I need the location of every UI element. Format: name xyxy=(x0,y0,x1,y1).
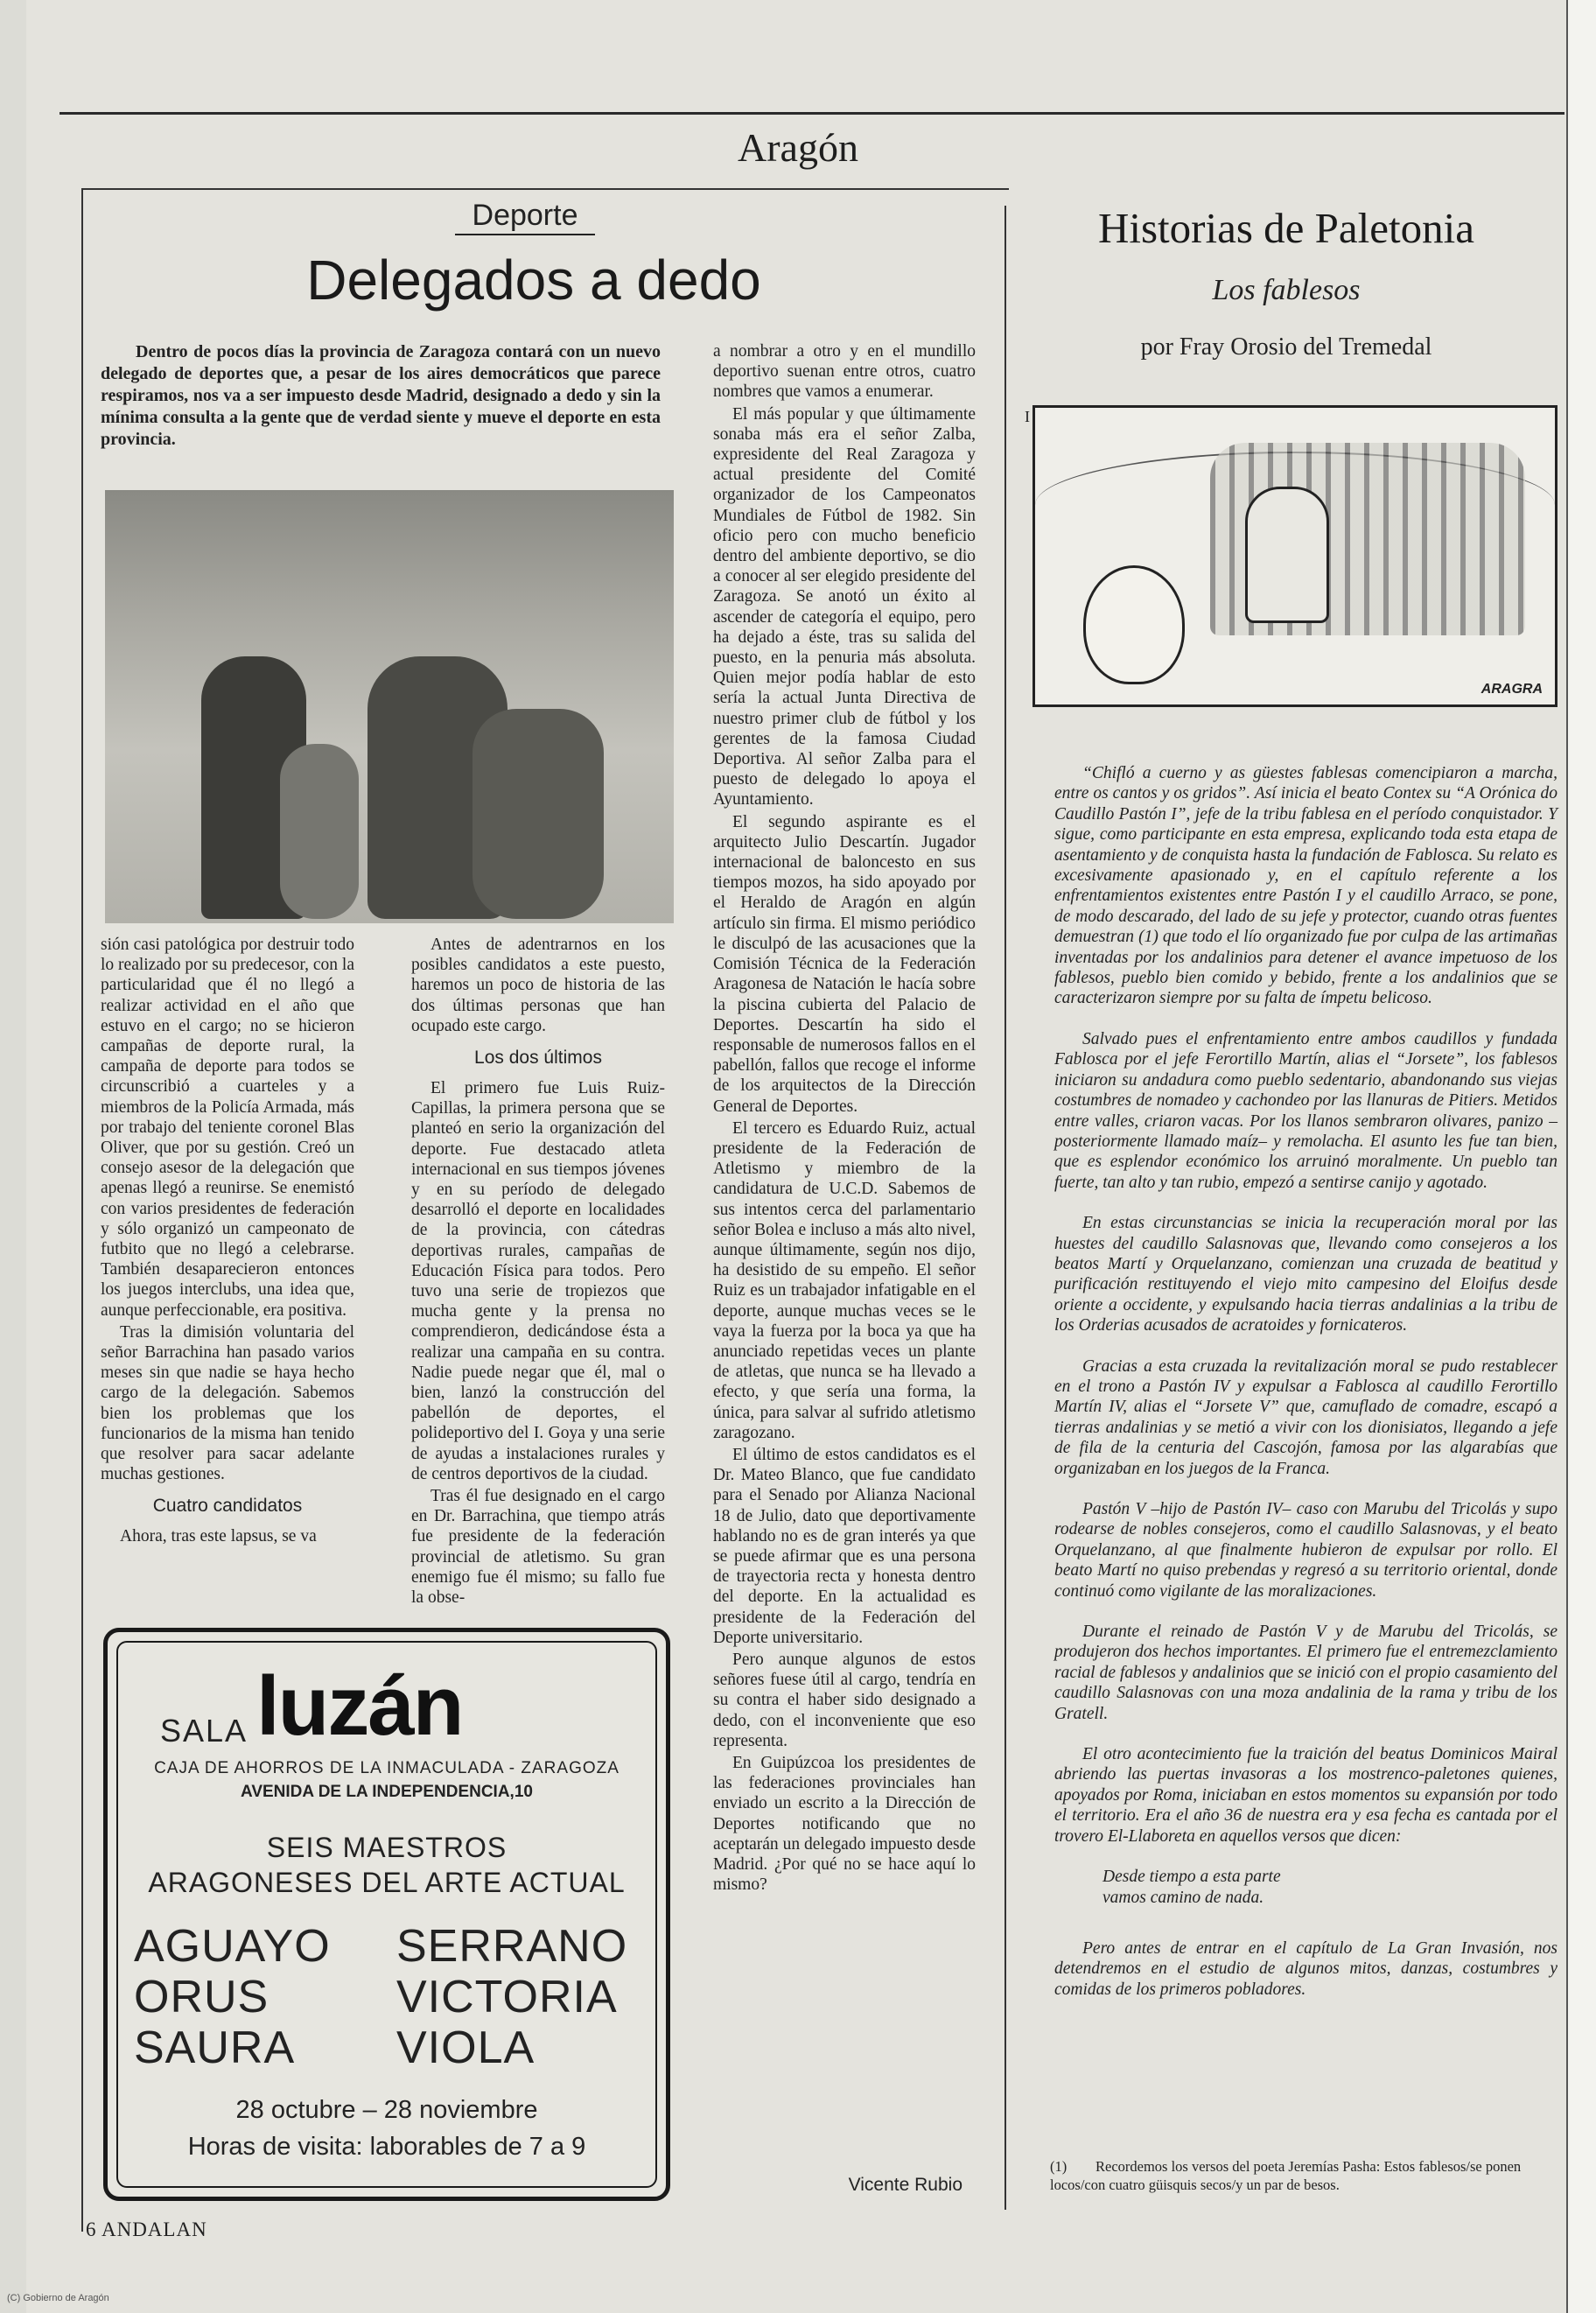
paragraph: Pastón V –hijo de Pastón IV– caso con Marubu del Tricolás y supo rodearse de nobles consejeros, como el caudillo Salasnovas, y el beato Orquelanzano, al que finalmente hubieron de expulsar por rollo. El beato Martí no quiso prebendas y regresó a su territorio oriental, donde continuó como vigilante de las moralizaciones. xyxy=(1054,1500,1558,1601)
paragraph: “Chifló a cuerno y as güestes fablesas comencipiaron a marcha, entre os cantos y os gridos”. Así inicia el beato Contex su “A Orónica do Caudillo Pastón I”, jefe de la tribu fablesa en el período conquistador. Y sigue, como participante en esta empresa, explicando toda esta etapa de asentamiento y de conquista hasta la fundación de Fablosca. Su relato es excesivamente apasionado y, en el capítulo referente a los enfrentamientos existentes entre Pastón I y el caudillo Arraco, se pone, de modo descarado, del lado de su jefe y protector, cuando otras fuentes demuestran (1) que todo el lío organizado fue por culpa de las artimañas inventadas por los andalinios para detener el avance impetuoso de los fablesos, pueblo bien comido y bebido, frente a los andalinios que se caracterizaron siempre por su falta de ímpetu belicoso. xyxy=(1054,764,1558,1008)
artist-name: SAURA xyxy=(134,2022,296,2073)
story-subtitle: Los fablesos xyxy=(1212,274,1361,306)
footnote-number: (1) xyxy=(1050,2158,1068,2175)
artist-name: SERRANO xyxy=(396,1921,628,1972)
paragraph: Pero antes de entrar en el capítulo de La Gran Invasión, nos detendremos en el estudio de algunos mitos, danzas, costumbres y comidas de los primeros pobladores. xyxy=(1054,1938,1558,1999)
paragraph: El tercero es Eduardo Ruiz, actual presidente de la Federación de Atletismo y miembro de la candidatura de U.C.D. Sabemos de sus intentos cerca del parlamentario señor Bolea e incluso a más alto nivel, aunque últimamente, según nos dijo, ha desistido de su empeño. El señor Ruiz es un trabajador infatigable en el deporte, aunque muchas veces se le vaya la fuerza por la boca ya que ha anunciado repetidas veces un plante de atletas, que nunca se ha llevado a efecto, y que sería una forma, la única, para salvar al sufrido atletismo zaragozano. xyxy=(713,1118,976,1442)
paragraph: El segundo aspirante es el arquitecto Julio Descartín. Jugador internacional de baloncesto en sus tiempos mozos, ha sido apoyado por el Heraldo de Aragón en algún artículo sin firma. El mismo periódico le disculpó de las acusaciones que la Comisión Técnica de la Federación Aragonesa de Natación le hacía sobre la piscina cubierta del Palacio de Deportes. Descartín ha sido el responsable de numerosos fallos en el pabellón, fallos que recoge el informe de los arquitectos de la Dirección General de Deportes. xyxy=(713,812,976,1116)
photo-figure xyxy=(472,709,604,919)
verse xyxy=(1102,1867,1558,1908)
exhibition-advertisement xyxy=(103,1628,670,2201)
paragraph: Ahora, tras este lapsus, se va xyxy=(120,1527,317,1546)
article-column-1 xyxy=(101,935,354,1547)
cartoon-number: I xyxy=(1025,408,1030,425)
paragraph: El último de estos candidatos es el Dr. Mateo Blanco, que fue candidato para el Senado por Alianza Nacional 18 de Julio, dato que deportivamente hablando no es de gran interés ya que se puede afirmar que es una persona de trayectoria recta y honesta dentro del deporte. En la actualidad es presidente de la Federación del Deporte universitario. xyxy=(713,1445,976,1647)
article-byline: Vicente Rubio xyxy=(848,2175,962,2195)
article-column-2 xyxy=(411,935,665,1608)
subheading-los-dos-ultimos: Los dos últimos xyxy=(474,1048,602,1069)
ad-artists-right xyxy=(396,1921,627,2073)
artist-name: VICTORIA xyxy=(396,1972,618,2022)
paragraph: Antes de adentrarnos en los posibles candidatos a este puesto, haremos un poco de historia de las dos últimas personas que han ocupado este cargo. xyxy=(411,936,665,1035)
footnote-text: Recordemos los versos del poeta Jeremías Pasha: Estos fablesos/se ponen locos/con cuatro güisquis secos/y un par de besos. xyxy=(1050,2158,1522,2193)
verse-line: Desde tiempo a esta parte xyxy=(1102,1868,1281,1887)
paragraph: Gracias a esta cruzada la revitalización moral se pudo restablecer en el trono a Pastón IV y expulsar a Fablosca al caudillo Ferortillo Martín IV, alias el “Jorsete V” que, camuflado de comadre, escapó a tierras andalinias y se metió a vivir con los dionisiatos, llegando a jefe de fila de la centuria del Cascojón, famosa por las algarabías que organizaban en los juegos de la Franca. xyxy=(1054,1356,1558,1478)
ad-line-1: SEIS MAESTROS xyxy=(266,1832,508,1863)
article-lead: Dentro de pocos días la provincia de Zaragoza contará con un nuevo delegado de deportes que, a pesar de los aires democráticos que parece respiramos, nos va a ser impuesto desde Madrid, designado a dedo y sin la mínima consulta a la gente que de verdad siente y mueve el deporte en esta provincia. xyxy=(101,342,661,449)
artist-name: ORUS xyxy=(134,1972,270,2022)
ad-hours: Horas de visita: laborables de 7 a 9 xyxy=(187,2133,586,2161)
paragraph: En Guipúzcoa los presidentes de las federaciones provinciales han enviado un escrito a la Dirección de Deportes notificando que no aceptarán un delegado impuesto desde Madrid. ¿Por qué no se hace aquí lo mismo? xyxy=(713,1754,976,1895)
article-column-3 xyxy=(713,341,976,1895)
paragraph: Pero aunque algunos de estos señores fuese útil al cargo, tendría en su contra el haber sido designado a dedo, con el inconveniente que eso representa. xyxy=(713,1651,976,1750)
paragraph: sión casi patológica por destruir todo lo realizado por su predecesor, con la particularidad que él no llegó a realizar actividad en el año que estuvo en el cargo; no se hicieron campañas de deporte rural, la campaña de deporte para todos se circunscribió a cuarteles y a miembros de la Policía Armada, más por trabajo del teniente coronel Blas Oliver, que por su gestión. Creó un consejo asesor de la delegación que apenas llegó a reunirse. Se enemistó con varios presidentes de federación y sólo organizó un campeonato de futbito que no llegó a celebrarse. También desaparecieron entonces los juegos interclubs, una idea que, aunque perfeccionable, era positiva. xyxy=(101,936,354,1320)
paragraph: En estas circunstancias se inicia la recuperación moral por las huestes del caudillo Salasnovas que, llevando como consejeros a los beatos Martí y Orquelanzano, comienzan una cruzada de beatitud y purificación restituyendo el viejo mito campesino del Eloifus desde oriente a occidente, y expulsando hacia tierras andalinias a la tribu de los Orderias acusados de acratoides y fornicateros. xyxy=(1054,1214,1558,1335)
paragraph: El otro acontecimiento fue la traición del beatus Dominicos Mairal abriendo las puertas invasoras a los mostrenco-paletones quienes, apoyados por Roma, iniciaban en estos momentos su expansión por todo el territorio. Era el año 36 de nuestra era y esa fecha es cantada por el trovero El-Llaboreta en aquellos versos que dicen: xyxy=(1054,1745,1558,1846)
story-title: Historias de Paletonia xyxy=(1097,204,1475,252)
subheading-cuatro-candidatos: Cuatro candidatos xyxy=(152,1496,303,1517)
paragraph: Durante el reinado de Pastón V y de Marubu del Tricolás, se produjeron dos hechos importantes. El primero fue el entremezclamiento racial de fablesos y andalinios que se inició con el propio casamiento del caudillo Salasnovas con una moza andalinia de la rama y tribu de los Gratell. xyxy=(1054,1623,1558,1723)
footnote xyxy=(1050,2157,1558,2194)
ad-artists-left xyxy=(134,1921,331,2073)
photo-figure xyxy=(280,744,359,919)
ad-line-2: ARAGONESES DEL ARTE ACTUAL xyxy=(148,1867,626,1898)
cartoon-illustration xyxy=(1025,405,1558,707)
sports-photo xyxy=(105,490,674,923)
image-credit: (C) Gobierno de Aragón xyxy=(7,2293,109,2303)
article-kicker: Deporte xyxy=(455,197,595,235)
ad-dates: 28 octubre – 28 noviembre xyxy=(235,2096,538,2124)
ad-sponsor: CAJA DE AHORROS DE LA INMACULADA - ZARAGOZA xyxy=(154,1759,620,1777)
cartoon-caricature-face xyxy=(1083,565,1185,684)
paragraph: El primero fue Luis Ruiz-Capillas, la primera persona que se planteó en serio la organización del deporte. Fue destacado atleta internacional en sus tiempos jóvenes y en su período de delegado desarrolló el deporte en localidades de la provincia, con cátedras deportivas rurales, campañas de Educación Física para todos. Pero tuvo una serie de tropiezos que mucha gente y la prensa no comprendieron, dedicándose ésta a realizar una campaña en su contra. Nadie puede negar que él, mal o bien, lanzó la construcción del pabellón de deportes, el polideportivo del I. Goya y una serie de ayudas a instalaciones rurales y de centros deportivos de la ciudad. xyxy=(411,1079,665,1483)
ad-sala: SALA xyxy=(160,1713,248,1749)
ad-brand-logo: luzán xyxy=(256,1659,463,1753)
paragraph: Tras él fue designado en el cargo en Dr. Barrachina, que tiempo atrás fue presidente de la federación provincial de atletismo. Su gran enemigo fue él mismo; su fallo fue la obse- xyxy=(411,1487,665,1608)
article-headline: Delegados a dedo xyxy=(306,249,761,312)
verse-line: vamos camino de nada. xyxy=(1102,1888,1264,1907)
story-body xyxy=(1054,763,1558,2020)
section-title: Aragón xyxy=(738,125,858,170)
adjacent-page-edge xyxy=(1566,0,1596,2313)
page-number: 6 ANDALAN xyxy=(86,2218,207,2240)
paragraph: Salvado pues el enfrentamiento entre ambos caudillos y fundada Fablosca por el jefe Ferortillo Martín, alias el “Jorsete”, los fablesos iniciaron su andadura como pueblo sedentario, abandonando sus viejas costumbres de nomadeo y cachondeo por las llanuras de Pitiers. Metidos entre valles, criaron vacas. Por los llanos sembraron olivares, panizo –posteriormente llamado maíz– y remolacha. El asunto les fue tan bien, que es esplendor económico los arruinó moralmente. Un pueblo tan fuerte, tan alto y tan rubio, empezó a sentirse canijo y agotado. xyxy=(1054,1029,1558,1192)
column-divider xyxy=(1004,206,1006,2210)
paragraph: El más popular y que últimamente sonaba más era el señor Zalba, expresidente del Real Zaragoza y actual presidente del Comité organizador de los Campeonatos Mundiales de Fútbol de 1982. Sin oficio pero con mucho beneficio dentro del ambiente deportivo, se dio a conocer al ser elegido presidente del Zaragoza. Se anotó un éxito al ascender de categoría el equipo, pero ha dejado a éste, tras su salida del puesto, en la penuria más absoluta. Quien mejor podía hablar de esto sería la actual Junta Directiva de nuestro primer club de fútbol y los gerentes de la famosa Ciudad Deportiva. Al señor Zalba para el puesto de delegado lo apoya el Ayuntamiento. xyxy=(713,404,976,810)
story-byline: por Fray Orosio del Tremedal xyxy=(1140,333,1432,361)
paragraph: Tras la dimisión voluntaria del señor Barrachina han pasado varios meses sin que nadie se haya hecho cargo de la delegación. Sabemos bien los problemas que los funcionarios de la misma han tenido que resolver para sacar adelante muchas gestiones. xyxy=(101,1322,354,1484)
cartoon-signature: ARAGRA xyxy=(1480,682,1543,697)
ad-address: AVENIDA DE LA INDEPENDENCIA,10 xyxy=(241,1783,533,1801)
cartoon-chief-figure xyxy=(1245,487,1329,623)
paragraph: a nombrar a otro y en el mundillo deportivo suenan entre otros, cuatro nombres que vamos a enumerar. xyxy=(713,342,976,402)
artist-name: AGUAYO xyxy=(134,1921,331,1972)
artist-name: VIOLA xyxy=(396,2022,536,2073)
header-rule xyxy=(60,112,1564,115)
